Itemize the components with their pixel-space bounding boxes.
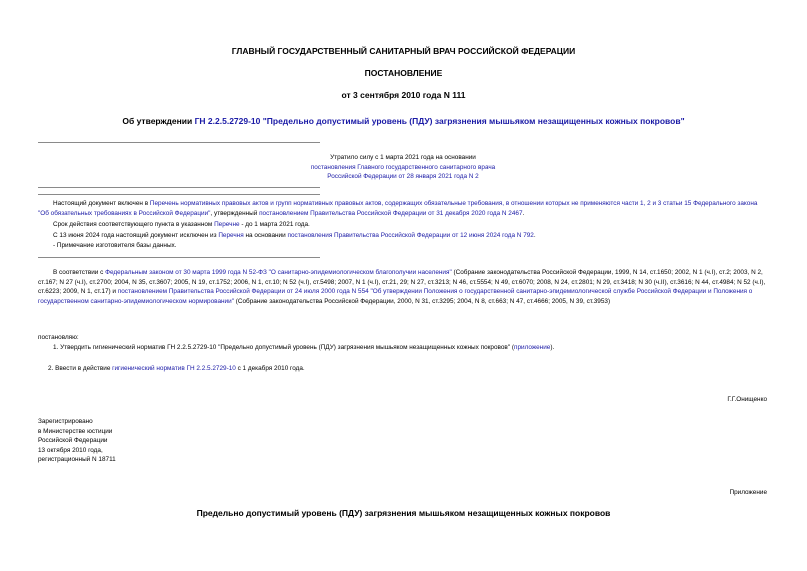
- list-link[interactable]: Перечня: [218, 231, 244, 239]
- appendix-label: Приложение: [729, 489, 767, 496]
- registration-block: Зарегистрировано в Министерстве юстиции Российской Федерации 13 октября 2010 года, регистрационный N 18711: [38, 418, 116, 464]
- title-link[interactable]: ГН 2.2.5.2729-10 "Предельно допустимый уровень (ПДУ) загрязнения мышьяком незащищенных кожных покровов": [194, 116, 685, 126]
- notice-block: [38, 199, 768, 251]
- expired-note-link[interactable]: Российской Федерации от 28 января 2021 года N 2: [327, 173, 479, 181]
- government-decree-link[interactable]: постановлением Правительства Российской Федерации от 31 декабря 2020 года N 2467: [259, 209, 523, 217]
- divider: [38, 187, 320, 188]
- expired-note-text: Утратило силу с 1 марта 2021 года на основании: [330, 154, 476, 161]
- issuing-authority: ГЛАВНЫЙ ГОСУДАРСТВЕННЫЙ САНИТАРНЫЙ ВРАЧ РОССИЙСКОЙ ФЕДЕРАЦИИ: [231, 46, 576, 56]
- decree-item-1: 1. Утвердить гигиенический норматив ГН 2.2.5.2729-10 "Предельно допустимый уровень (ПДУ) загрязнения мышьяком незащищенных кожных покровов" (приложение).: [53, 344, 555, 351]
- expired-note: [303, 153, 503, 182]
- list-link[interactable]: Перечне: [214, 221, 240, 229]
- government-decree-link[interactable]: постановления Правительства Российской Федерации от 12 июня 2024 года N 792: [287, 231, 534, 239]
- title-prefix: Об утверждении: [122, 116, 195, 126]
- appendix-title: Предельно допустимый уровень (ПДУ) загрязнения мышьяком незащищенных кожных покровов: [196, 508, 611, 518]
- decree-word: постановляю:: [38, 334, 79, 341]
- divider: [38, 194, 320, 195]
- notice-paragraph: С 13 июня 2024 года настоящий документ исключен из Перечня на основании постановления Правительства Российской Федерации от 12 июня 2024 года N 792.: [53, 231, 536, 239]
- expired-note-link[interactable]: постановления Главного государственного санитарного врача: [310, 163, 496, 171]
- government-decree-link[interactable]: постановлением Правительства Российской Федерации от 24 июля 2000 года N 554 "Об утверждении Положения о государственной санитарно-эпидемиологической службе Российской Федерации и Положения о государственном санитарно-эпидемиологическом нормировании": [38, 288, 753, 305]
- signature: Г.Г.Онищенко: [727, 396, 767, 403]
- database-note: - Примечание изготовителя базы данных.: [53, 242, 177, 250]
- divider: [38, 257, 320, 258]
- document-type: ПОСТАНОВЛЕНИЕ: [364, 68, 443, 78]
- hygienic-standard-link[interactable]: гигиенический норматив ГН 2.2.5.2729-10: [112, 365, 236, 372]
- appendix-link[interactable]: приложение: [513, 344, 551, 351]
- list-link[interactable]: Перечень нормативных правовых актов и групп нормативных правовых актов, содержащих обязательные требования, в отношении которых не применяются части 1, 2 и 3 статьи 15 Федерального закона "Об обязательных требованиях в Российской Федерации": [38, 200, 758, 217]
- legal-basis-paragraph: В соответствии с Федеральным законом от 30 марта 1999 года N 52-ФЗ "О санитарно-эпидемиологическом благополучии населения" (Собрание законодательства Российской Федерации, 1999, N 14, ст.1650; 2002, N 1 (ч.I), ст.2; 2003, N 2, ст.167; N 27 (ч.I), ст.2700; 2004, N 35, ст.3607; 2005, N 19, ст.1752; 2006, N 1, ст.10; N 52 (ч.I), ст.5498; 2007, N 1 (ч.I), ст.21, 29; N 27, ст.3213; N 46, ст.5554; N 49, ст.6070; 2008, N 24, ст.2801; N 29, ст.3418; N 30 (ч.II), ст.3616; N 44, ст.4984; N 52 (ч.I), ст.6223; 2009, N 1, ст.17) и постановлением Правительства Российской Федерации от 24 июля 2000 года N 554 "Об утверждении Положения о государственной санитарно-эпидемиологической службе Российской Федерации и Положения о государственном санитарно-эпидемиологическом нормировании" (Собрание законодательства Российской Федерации, 2000, N 31, ст.3295; 2004, N 8, ст.663; N 47, ст.4666; 2005, N 39, ст.3953): [38, 269, 766, 305]
- divider: [38, 142, 320, 143]
- federal-law-link[interactable]: Федеральным законом от 30 марта 1999 года N 52-ФЗ "О санитарно-эпидемиологическом благополучии населения": [105, 269, 452, 276]
- document-title: [0, 116, 807, 126]
- document-date: от 3 сентября 2010 года N 111: [341, 90, 466, 100]
- notice-paragraph: Настоящий документ включен в Перечень нормативных правовых актов и групп нормативных правовых актов, содержащих обязательные требования, в отношении которых не применяются части 1, 2 и 3 статьи 15 Федерального закона "Об обязательных требованиях в Российской Федерации", утвержденный постановлением Правительства Российской Федерации от 31 декабря 2020 года N 2467.: [38, 200, 758, 217]
- notice-paragraph: Срок действия соответствующего пункта в указанном Перечне - до 1 марта 2021 года.: [53, 221, 310, 229]
- decree-item-2: 2. Ввести в действие гигиенический норматив ГН 2.2.5.2729-10 с 1 декабря 2010 года.: [48, 365, 305, 372]
